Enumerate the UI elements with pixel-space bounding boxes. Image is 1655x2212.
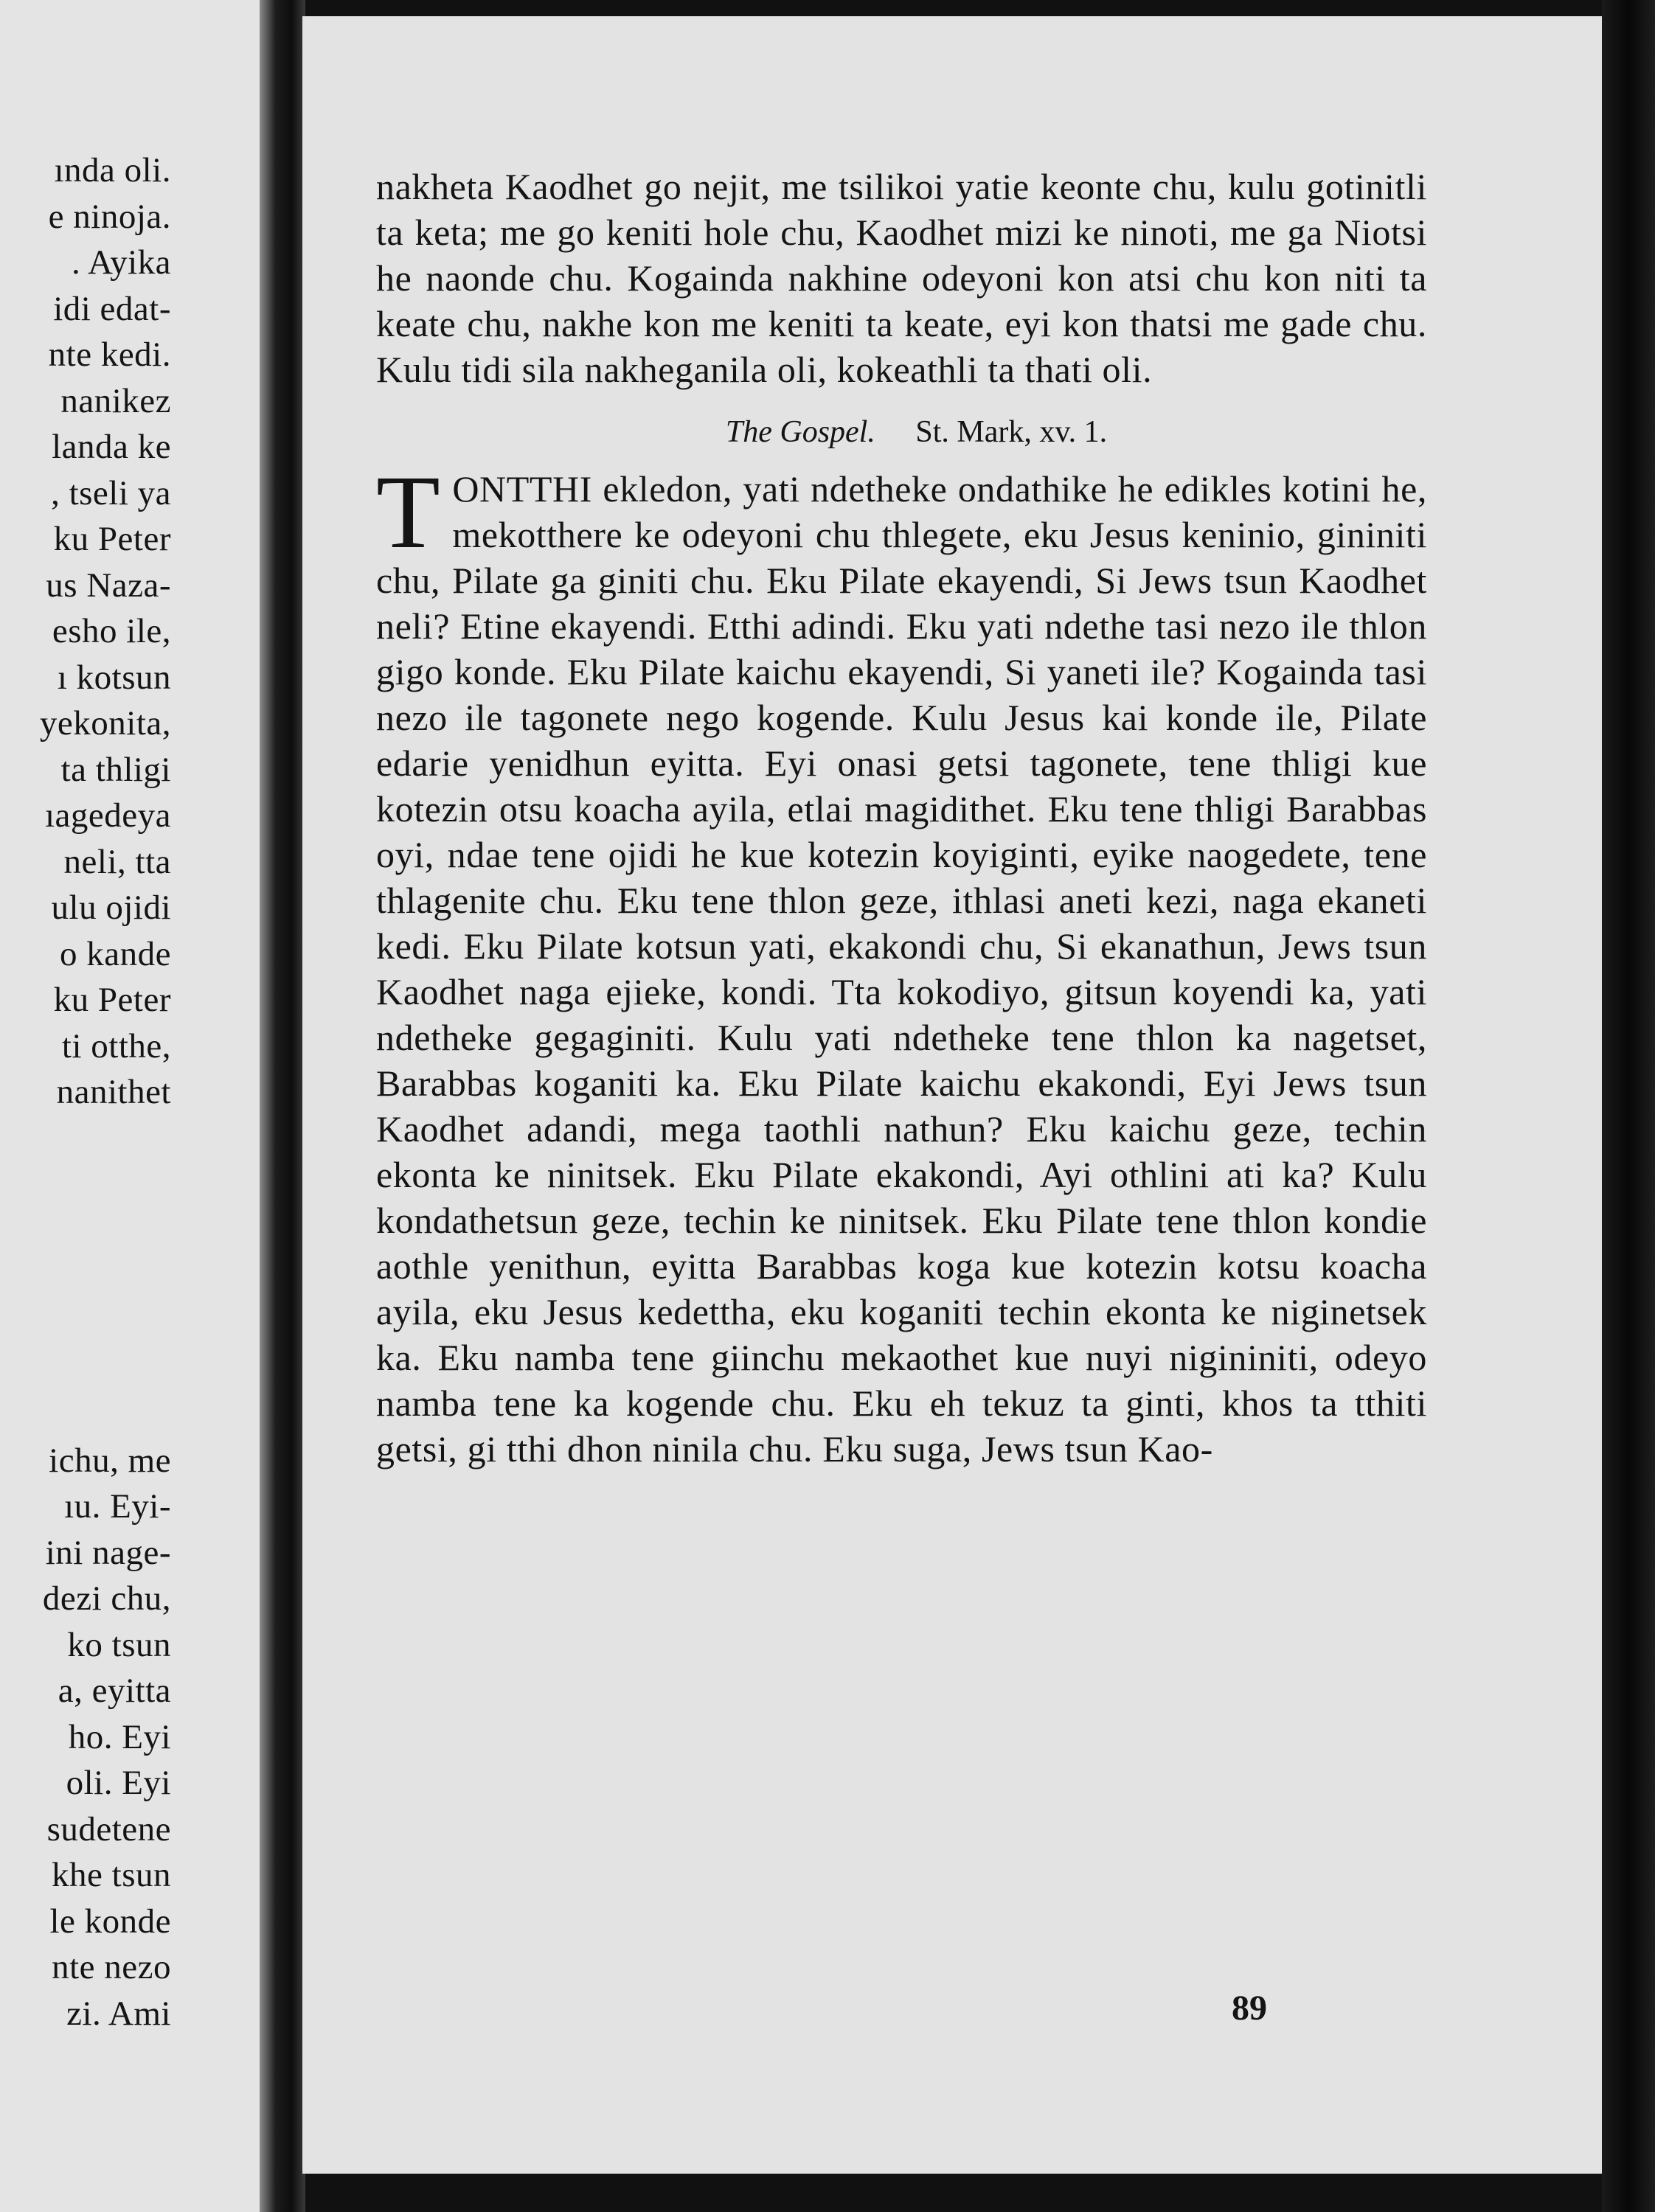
- left-line: ku Peter: [53, 520, 171, 558]
- left-line: ti otthe,: [61, 1026, 171, 1065]
- left-page-fragment: [0, 0, 266, 2212]
- left-line: us Naza-: [46, 566, 171, 605]
- left-line: ıagedeya: [44, 796, 171, 835]
- left-line: ichu, me: [49, 1441, 171, 1480]
- left-line: ı kotsun: [57, 658, 171, 697]
- left-line: ho. Eyi: [68, 1717, 171, 1756]
- left-line: landa ke: [52, 428, 171, 466]
- top-paragraph: nakheta Kaodhet go nejit, me tsilikoi yatie keonte chu, kulu gotinitli ta keta; me go keniti hole chu, Kaodhet mizi ke ninoti, me ga Niotsi he naonde chu. Kogainda nakhine odeyoni kon atsi chu kon niti ta keate chu, nakhe kon me keniti ta keate, eyi kon thatsi me gade chu. Kulu tidi sila nakheganila oli, kokeathli ta thati oli.: [376, 166, 1427, 390]
- left-line: sudetene: [46, 1809, 171, 1848]
- left-line: , tseli ya: [51, 473, 171, 512]
- left-line: ulu ojidi: [51, 888, 171, 927]
- left-line: a, eyitta: [58, 1672, 171, 1710]
- left-line: esho ile,: [52, 612, 171, 650]
- left-line: neli, tta: [63, 842, 171, 881]
- drop-cap: T: [376, 453, 441, 570]
- left-line: idi edat-: [53, 289, 171, 328]
- left-line: zi. Ami: [66, 1994, 171, 2033]
- left-line: ta thligi: [60, 750, 171, 789]
- left-line: yekonita,: [39, 704, 171, 742]
- page-edge-shadow: [1602, 0, 1655, 2212]
- left-line: oli. Eyi: [66, 1764, 171, 1802]
- heading-reference: St. Mark, xv. 1.: [915, 415, 1108, 449]
- left-line: le konde: [49, 1902, 171, 1941]
- left-line: ini nage-: [45, 1533, 171, 1572]
- left-line: nanikez: [60, 381, 171, 420]
- main-paragraph: [376, 453, 1427, 1472]
- left-line: nte nezo: [52, 1948, 171, 1986]
- left-line: ında oli.: [54, 151, 171, 189]
- section-heading: [376, 411, 1427, 453]
- left-line: nte kedi.: [48, 335, 171, 374]
- left-line: ıu. Eyi-: [64, 1487, 171, 1526]
- heading-gospel: The Gospel.: [725, 415, 875, 449]
- left-line: ko tsun: [67, 1625, 171, 1664]
- left-line: o kande: [60, 934, 171, 973]
- right-page-text: [376, 164, 1427, 1472]
- left-line: nanithet: [56, 1073, 171, 1111]
- page-number: 89: [1232, 1989, 1267, 2028]
- left-line: dezi chu,: [42, 1579, 171, 1618]
- left-line: khe tsun: [52, 1856, 171, 1894]
- book-gutter: [260, 0, 305, 2212]
- left-page-text: [0, 147, 171, 2037]
- left-line: . Ayika: [72, 243, 171, 282]
- left-faint-gap: [0, 1116, 171, 1438]
- left-line: ku Peter: [53, 981, 171, 1019]
- left-line: e ninoja.: [48, 197, 171, 236]
- main-paragraph-text: ONTTHI ekledon, yati ndetheke ondathike he edikles kotini he, mekotthere ke odeyoni chu thlegete, eku Jesus keninio, gininiti chu, Pilate ga giniti chu. Eku Pilate ekayendi, Si Jews tsun Kaodhet neli? Etine ekayendi. Etthi adindi. Eku yati ndethe tasi nezo ile thlon gigo konde. Eku Pilate kaichu ekayendi, Si yaneti ile? Kogainda tasi nezo ile tagonete nego kogende. Kulu Jesus kai konde ile, Pilate edarie yenidhun eyitta. Eyi onasi getsi tagonete, tene thligi kue kotezin otsu koacha ayila, etlai magidithet. Eku tene thligi Barabbas oyi, ndae tene ojidi he kue kotezin koyiginti, eyike naogedete, tene thlagenite chu. Eku tene thlon geze, ithlasi aneti kezi, naga ekaneti kedi. Eku Pilate kotsun yati, ekakondi chu, Si ekanathun, Jews tsun Kaodhet naga ejieke, kondi. Tta kokodiyo, gitsun koyendi ka, yati ndetheke gegaginiti. Kulu yati ndetheke tene thlon ka nagetset, Barabbas koganiti ka. Eku Pilate kaichu ekakondi, Eyi Jews tsun Kaodhet adandi, mega taothli nathun? Eku kaichu geze, techin ekonta ke ninitsek. Eku Pilate ekakondi, Ayi othlini ati ka? Kulu kondathetsun geze, techin ke ninitsek. Eku Pilate tene thlon kondie aothle yenithun, eyitta Barabbas koga kue kotezin kotsu koacha ayila, eku Jesus kedettha, eku koganiti techin ekonta ke niginetsek ka. Eku namba tene giinchu mekaothet kue nuyi nigininiti, odeyo namba tene ka kogende chu. Eku eh tekuz ta ginti, khos ta tthiti getsi, gi tthi dhon ninila chu. Eku suga, Jews tsun Kao-: [376, 468, 1427, 1470]
